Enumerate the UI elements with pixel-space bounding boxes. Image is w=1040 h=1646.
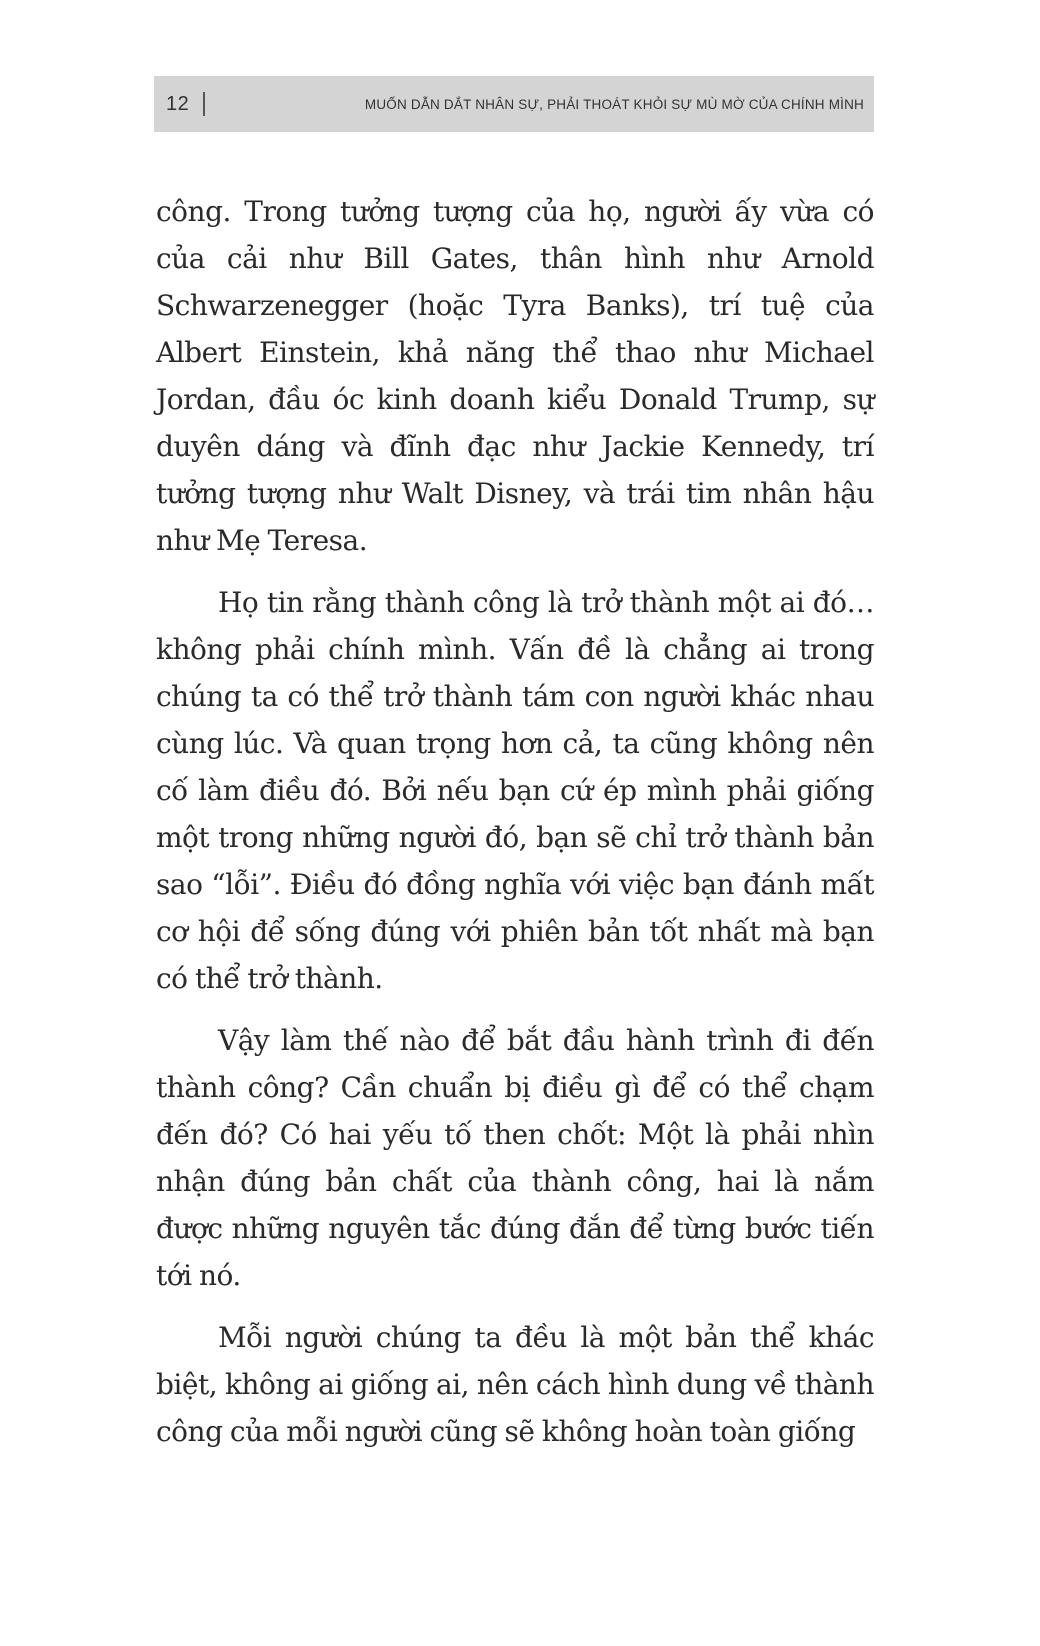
paragraph: Họ tin rằng thành công là trở thành một ai đó… không phải chính mình. Vấn đề là chẳng ai trong chúng ta có thể trở thành tám con người khác nhau cùng lúc. Và quan trọng hơn cả, ta cũng không nên cố làm điều đó. Bởi nếu bạn cứ ép mình phải giống một trong những người đó, bạn sẽ chỉ trở thành bản sao “lỗi”. Điều đó đồng nghĩa với việc bạn đánh mất cơ hội để sống đúng với phiên bản tốt nhất mà bạn có thể trở thành. (156, 586, 874, 995)
running-header (154, 76, 874, 132)
page-number: 12 (166, 92, 190, 115)
paragraph: Mỗi người chúng ta đều là một bản thể khác biệt, không ai giống ai, nên cách hình dung về thành công của mỗi người cũng sẽ không hoàn toàn giống (156, 1321, 874, 1448)
header-divider (203, 92, 205, 116)
paragraph: Vậy làm thế nào để bắt đầu hành trình đi đến thành công? Cần chuẩn bị điều gì để có thể chạm đến đó? Có hai yếu tố then chốt: Một là phải nhìn nhận đúng bản chất của thành công, hai là nắm được những nguyên tắc đúng đắn để từng bước tiến tới nó. (156, 1024, 874, 1292)
body-text (156, 188, 874, 1455)
running-title: MUỐN DẪN DẮT NHÂN SỰ, PHẢI THOÁT KHỎI SỰ MÙ MỜ CỦA CHÍNH MÌNH (364, 96, 864, 112)
paragraph-continued: công. Trong tưởng tượng của họ, người ấy vừa có của cải như Bill Gates, thân hình như Arnold Schwarzenegger (hoặc Tyra Banks), trí tuệ của Albert Einstein, khả năng thể thao như Michael Jordan, đầu óc kinh doanh kiểu Donald Trump, sự duyên dáng và đĩnh đạc như Jackie Kennedy, trí tưởng tượng như Walt Disney, và trái tim nhân hậu như Mẹ Teresa. (156, 195, 874, 557)
